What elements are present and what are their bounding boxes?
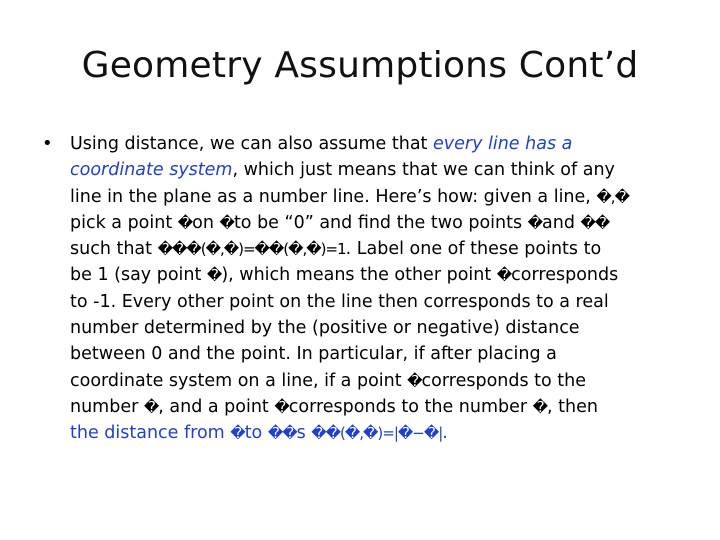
- math-glyph: ���(�,�)=��(�,�)=1: [157, 240, 346, 259]
- body-text: such that: [70, 239, 158, 260]
- text-line: [70, 210, 688, 236]
- math-glyph: �: [177, 213, 193, 232]
- math-glyph: �: [274, 397, 289, 416]
- text-line: [70, 341, 688, 367]
- body-text: and: [542, 212, 581, 233]
- body-text: corresponds to the: [421, 370, 587, 391]
- math-glyph: ��: [267, 424, 297, 443]
- math-glyph: �,�: [596, 187, 629, 206]
- text-line: [70, 394, 688, 420]
- highlight-text: the distance from: [70, 423, 231, 444]
- text-line: [70, 262, 688, 288]
- body-text: pick a point: [70, 212, 178, 233]
- body-text: on: [192, 212, 220, 233]
- text-line: [70, 420, 688, 446]
- emphasis-text: every line has a: [432, 134, 573, 154]
- slide-title: Geometry Assumptions Cont’d: [81, 45, 639, 86]
- text-line: [70, 157, 688, 183]
- emphasis-text: coordinate system: [70, 160, 233, 181]
- body-text: , and a point: [158, 396, 275, 417]
- math-glyph: ��: [580, 213, 610, 232]
- body-text: to be “0” and find the two points: [233, 212, 528, 233]
- text-line: [70, 368, 688, 394]
- text-line: [70, 236, 688, 262]
- math-glyph: �: [219, 213, 234, 232]
- body-text: ), which means the other point: [221, 265, 497, 286]
- body-text: Using distance, we can also assume that: [70, 134, 433, 154]
- math-glyph: ��(�,�)=|�−�|: [311, 424, 443, 443]
- bullet-icon: •: [42, 133, 53, 154]
- body-text: line in the plane as a number line. Here’s how: given a line,: [70, 186, 597, 207]
- highlight-text: to: [244, 423, 268, 444]
- highlight-text: s: [296, 423, 312, 444]
- body-text: number determined by the (positive or negative) distance: [70, 318, 580, 339]
- math-glyph: �: [527, 213, 543, 232]
- math-glyph: �: [407, 371, 422, 390]
- body-text: . Label one of these points to: [345, 239, 602, 260]
- body-text: between 0 and the point. In particular, if after placing a: [70, 344, 557, 365]
- text-line: [70, 131, 688, 157]
- body-text: corresponds to the number: [288, 396, 533, 417]
- highlight-text: .: [442, 423, 448, 444]
- body-text: coordinate system on a line, if a point: [70, 370, 408, 391]
- body-text: to -1. Every other point on the line then corresponds to a real: [70, 291, 609, 312]
- math-glyph: �: [230, 424, 245, 443]
- text-line: [70, 184, 688, 210]
- text-line: [70, 315, 688, 341]
- body-text: number: [70, 396, 144, 417]
- text-line: [70, 289, 688, 315]
- math-glyph: �: [143, 397, 159, 416]
- math-glyph: �: [206, 266, 222, 285]
- body-text: corresponds: [511, 265, 619, 286]
- body-text: , then: [547, 396, 598, 417]
- math-glyph: �: [496, 266, 512, 285]
- body-text: be 1 (say point: [70, 265, 207, 286]
- body-text: , which just means that we can think of any: [232, 160, 615, 181]
- bullet-text: [70, 131, 688, 447]
- math-glyph: �: [532, 397, 548, 416]
